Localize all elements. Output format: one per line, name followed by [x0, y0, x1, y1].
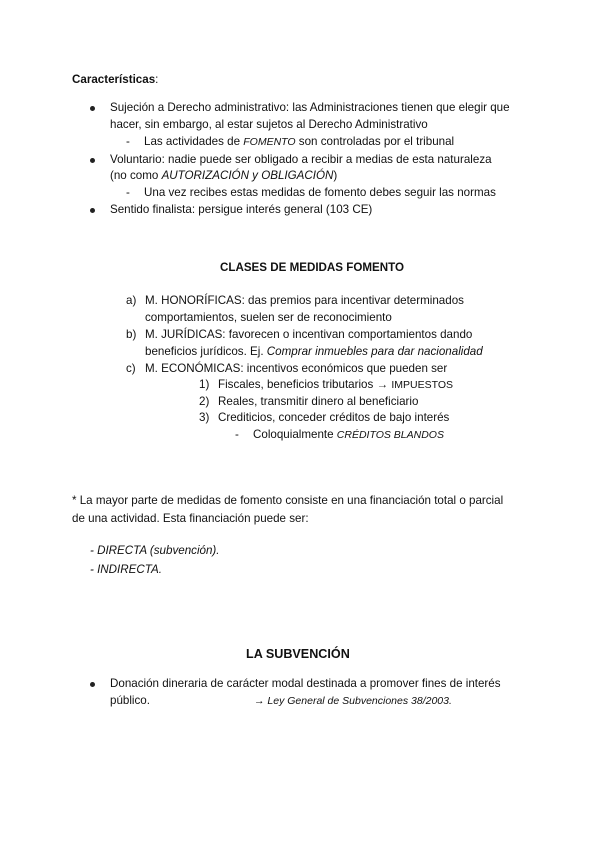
item-a-line1: M. HONORÍFICAS: das premios para incentivar determinados: [145, 294, 464, 307]
deep-text: [253, 427, 444, 443]
subvencion-title: LA SUBVENCIÓN: [246, 647, 350, 661]
line-emphasis: AUTORIZACIÓN y OBLIGACIÓN: [161, 169, 334, 182]
subitem-1-text: [218, 377, 453, 393]
reference-text: → Ley General de Subvenciones 38/2003.: [254, 695, 452, 707]
sub-emphasis: FOMENTO: [243, 136, 296, 148]
subvencion-line1: Donación dineraria de carácter modal destinada a promover fines de interés: [110, 677, 501, 690]
bullet-1-subitem: [144, 134, 454, 150]
bullet-3-line1: Sentido finalista: persigue interés general (103 CE): [110, 203, 373, 216]
item-c-line1: M. ECONÓMICAS: incentivos económicos que pueden ser: [145, 362, 448, 375]
subitem-3-text: Crediticios, conceder créditos de bajo interés: [218, 411, 450, 424]
subvencion-reference: [254, 693, 452, 709]
bullet-1-dash: -: [126, 135, 130, 148]
option-text: - INDIRECTA.: [90, 563, 162, 576]
bullet-dot: [90, 682, 95, 687]
line-emphasis: Comprar inmuebles para dar nacionalidad: [266, 345, 483, 358]
bullet-2-dash: -: [126, 186, 130, 199]
section-caracteristicas-heading: [72, 72, 158, 88]
subitem-3-marker: 3): [199, 411, 210, 424]
item-c-marker: c): [126, 362, 136, 375]
bullet-2-subitem: Una vez recibes estas medidas de fomento debes seguir las normas: [144, 186, 496, 199]
line-text: (no como: [110, 169, 162, 182]
item-b-line2: [145, 344, 483, 360]
bullet-1-line1: Sujeción a Derecho administrativo: las Administraciones tienen que elegir que: [110, 101, 510, 114]
line-text: ): [333, 169, 338, 182]
deep-emphasis: CRÉDITOS BLANDOS: [336, 429, 444, 441]
bullet-dot: [90, 106, 95, 111]
bullet-dot: [90, 158, 95, 163]
bullet-2-line2: [110, 168, 337, 184]
nota-line1: * La mayor parte de medidas de fomento consiste en una financiación total o parcial: [72, 494, 504, 507]
subitem-2-text: Reales, transmitir dinero al beneficiario: [218, 395, 419, 408]
option-text: - DIRECTA (subvención).: [90, 544, 220, 557]
nota-option-directa: [90, 543, 220, 559]
clases-title: CLASES DE MEDIDAS FOMENTO: [220, 261, 405, 274]
sub-small: IMPUESTOS: [391, 379, 453, 391]
bullet-1-line2: hacer, sin embargo, al estar sujetos al Derecho Administrativo: [110, 118, 428, 131]
item-b-marker: b): [126, 328, 137, 341]
bullet-2-line1: Voluntario: nadie puede ser obligado a recibir a medias de esta naturaleza: [110, 153, 492, 166]
item-a-line2: comportamientos, suelen ser de reconocimiento: [145, 311, 392, 324]
caracteristicas-colon: :: [155, 73, 159, 86]
deep-dash: -: [235, 428, 239, 441]
item-b-line1: M. JURÍDICAS: favorecen o incentivan comportamientos dando: [145, 328, 473, 341]
subitem-2-marker: 2): [199, 395, 210, 408]
line-text: beneficios jurídicos. Ej.: [145, 345, 267, 358]
nota-option-indirecta: [90, 562, 162, 578]
subvencion-line2: público.: [110, 694, 150, 707]
caracteristicas-title: Características: [72, 73, 156, 86]
sub-text: Las actividades de: [144, 135, 244, 148]
deep-label: Coloquialmente: [253, 428, 337, 441]
subitem-1-marker: 1): [199, 378, 210, 391]
sub-text: Fiscales, beneficios tributarios →: [218, 378, 392, 391]
sub-text: son controladas por el tribunal: [295, 135, 455, 148]
item-a-marker: a): [126, 294, 137, 307]
nota-line2: de una actividad. Esta financiación puede ser:: [72, 512, 309, 525]
bullet-dot: [90, 208, 95, 213]
